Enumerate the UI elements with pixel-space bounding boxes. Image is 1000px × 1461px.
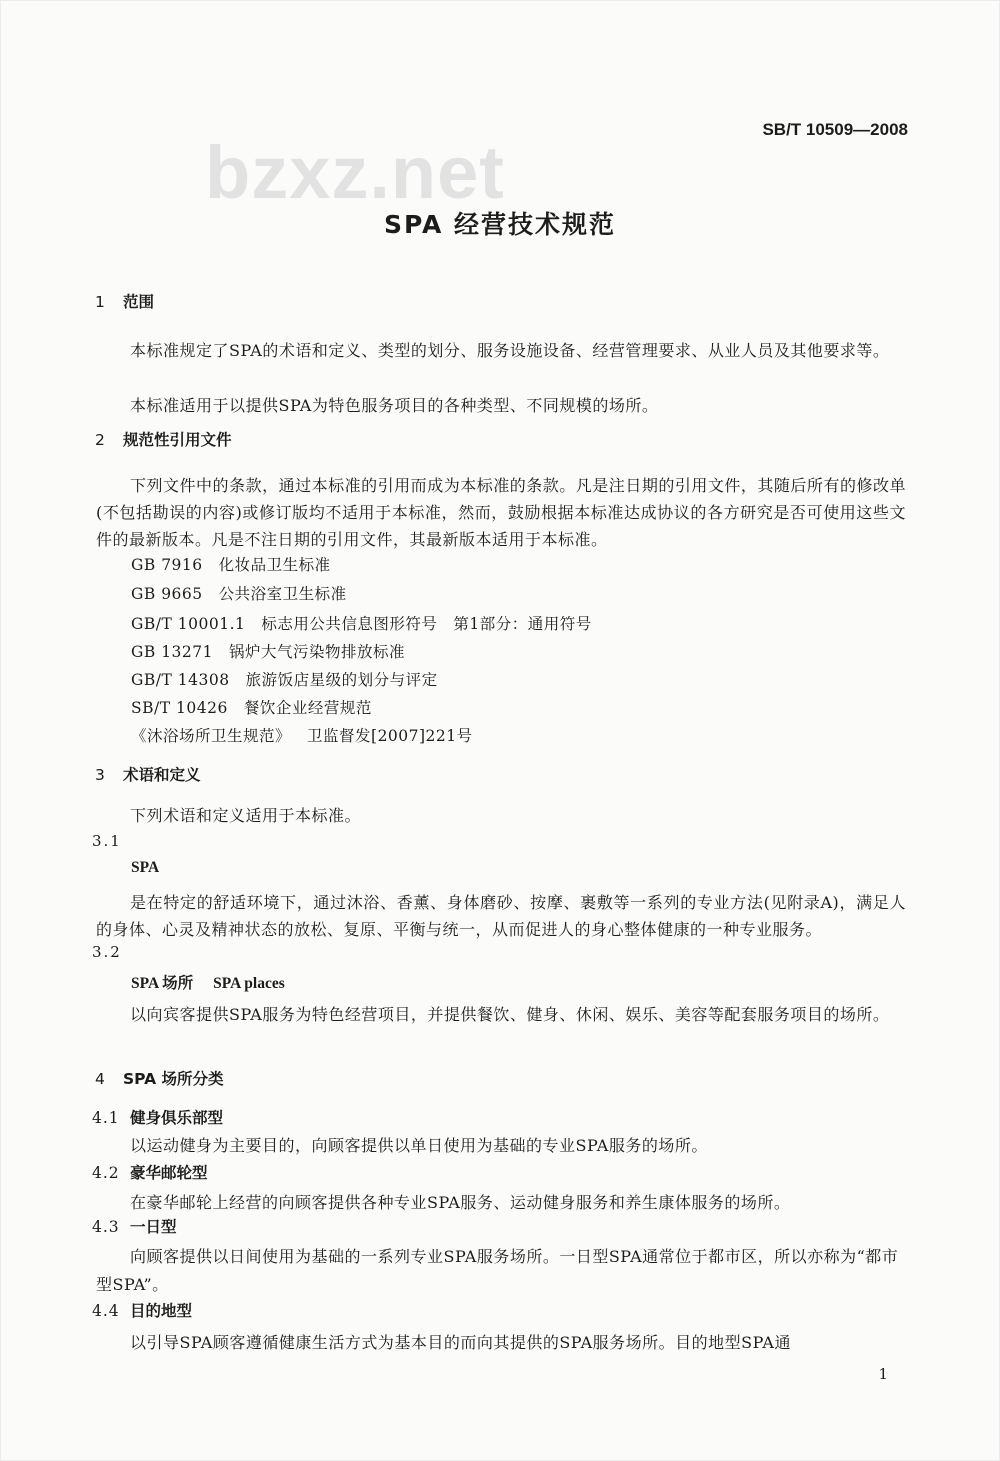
reference-title: 餐饮企业经营规范 bbox=[243, 699, 372, 717]
subsection-text: 向顾客提供以日间使用为基础的一系列专业SPA服务场所。一日型SPA通常位于都市区，所以亦称为“都市型SPA”。 bbox=[96, 1247, 899, 1294]
reference-title: 卫监督发[2007]221号 bbox=[307, 727, 473, 745]
section-number: 4 bbox=[95, 1070, 105, 1088]
subsection-text: 以引导SPA顾客遵循健康生活方式为基本目的而向其提供的SPA服务场所。目的地型SPA通 bbox=[130, 1333, 791, 1352]
subsection-title: 豪华邮轮型 bbox=[130, 1164, 208, 1182]
reference-title: 锅炉大气污染物排放标准 bbox=[229, 643, 406, 661]
section-1-paragraph-1: 本标准规定了SPA的术语和定义、类型的划分、服务设施设备、经营管理要求、从业人员及其他要求等。 bbox=[130, 341, 890, 360]
reference-title: 旅游饭店星级的划分与评定 bbox=[245, 671, 438, 689]
section-1-paragraph-2: 本标准适用于以提供SPA为特色服务项目的各种类型、不同规模的场所。 bbox=[130, 396, 659, 415]
subsection-heading bbox=[92, 1299, 192, 1321]
subsection-title: 一日型 bbox=[130, 1218, 177, 1236]
section-3-heading bbox=[95, 763, 201, 785]
term-name: SPA bbox=[131, 859, 160, 876]
reference-item bbox=[131, 553, 331, 575]
section-number: 2 bbox=[95, 431, 105, 449]
reference-code: GB 9665 bbox=[131, 585, 203, 603]
reference-code: GB/T 10001.1 bbox=[131, 615, 246, 633]
subsection-number: 4.2 bbox=[92, 1164, 120, 1182]
term-definition: 是在特定的舒适环境下，通过沐浴、香薰、身体磨砂、按摩、裹敷等一系列的专业方法(见附录A)，满足人的身体、心灵及精神状态的放松、复原、平衡与统一，从而促进人的身心整体健康的一种专业服务。 bbox=[96, 893, 906, 939]
section-number: 1 bbox=[95, 293, 105, 311]
section-1-heading bbox=[95, 290, 154, 312]
reference-item bbox=[131, 668, 438, 690]
term-english: SPA places bbox=[213, 975, 285, 992]
standard-code: SB/T 10509—2008 bbox=[762, 120, 908, 139]
reference-item bbox=[131, 612, 592, 634]
term-heading bbox=[131, 971, 285, 993]
subsection-number: 4.4 bbox=[92, 1302, 120, 1320]
subsection-heading bbox=[92, 1106, 223, 1128]
section-title: 范围 bbox=[123, 293, 155, 311]
document-title: SPA 经营技术规范 bbox=[383, 210, 617, 239]
section-title: 术语和定义 bbox=[123, 766, 201, 784]
section-2-heading bbox=[95, 428, 232, 450]
reference-item bbox=[131, 640, 405, 662]
reference-code: 《沐浴场所卫生规范》 bbox=[131, 727, 292, 745]
section-title: SPA 场所分类 bbox=[123, 1070, 224, 1088]
section-number: 3 bbox=[95, 766, 105, 784]
term-number: 3.1 bbox=[92, 832, 122, 850]
reference-code: GB 7916 bbox=[131, 556, 203, 574]
term-name: SPA 场所 bbox=[131, 975, 194, 992]
section-title: 规范性引用文件 bbox=[123, 431, 232, 449]
reference-code: GB/T 14308 bbox=[131, 671, 230, 689]
reference-item bbox=[131, 696, 372, 718]
subsection-number: 4.3 bbox=[92, 1218, 120, 1236]
term-number: 3.2 bbox=[92, 943, 122, 961]
subsection-heading bbox=[92, 1215, 177, 1237]
reference-title: 化妆品卫生标准 bbox=[218, 556, 331, 574]
section-2-paragraph: 下列文件中的条款，通过本标准的引用而成为本标准的条款。凡是注日期的引用文件，其随后所有的修改单(不包括勘误的内容)或修订版均不适用于本标准，然而，鼓励根据本标准达成协议的各方研究是否可使用这些文件的最新版本。凡是不注日期的引用文件，其最新版本适用于本标准。 bbox=[96, 476, 906, 549]
subsection-title: 健身俱乐部型 bbox=[130, 1109, 224, 1127]
subsection-title: 目的地型 bbox=[130, 1302, 193, 1320]
subsection-number: 4.1 bbox=[92, 1109, 120, 1127]
term-definition: 以向宾客提供SPA服务为特色经营项目，并提供餐饮、健身、休闲、娱乐、美容等配套服务项目的场所。 bbox=[130, 1005, 890, 1024]
reference-code: SB/T 10426 bbox=[131, 699, 228, 717]
subsection-text: 以运动健身为主要目的，向顾客提供以单日使用为基础的专业SPA服务的场所。 bbox=[130, 1136, 708, 1155]
section-4-heading bbox=[95, 1067, 224, 1089]
reference-item bbox=[131, 582, 347, 604]
reference-title: 标志用公共信息图形符号 第1部分：通用符号 bbox=[261, 615, 592, 633]
reference-item bbox=[131, 724, 473, 746]
subsection-heading bbox=[92, 1161, 208, 1183]
watermark: bzxz.net bbox=[205, 131, 505, 214]
reference-code: GB 13271 bbox=[131, 643, 214, 661]
page-number: 1 bbox=[878, 1365, 888, 1383]
subsection-text: 在豪华邮轮上经营的向顾客提供各种专业SPA服务、运动健身服务和养生康体服务的场所。 bbox=[130, 1193, 791, 1212]
reference-title: 公共浴室卫生标准 bbox=[218, 585, 347, 603]
section-3-intro: 下列术语和定义适用于本标准。 bbox=[130, 806, 362, 825]
